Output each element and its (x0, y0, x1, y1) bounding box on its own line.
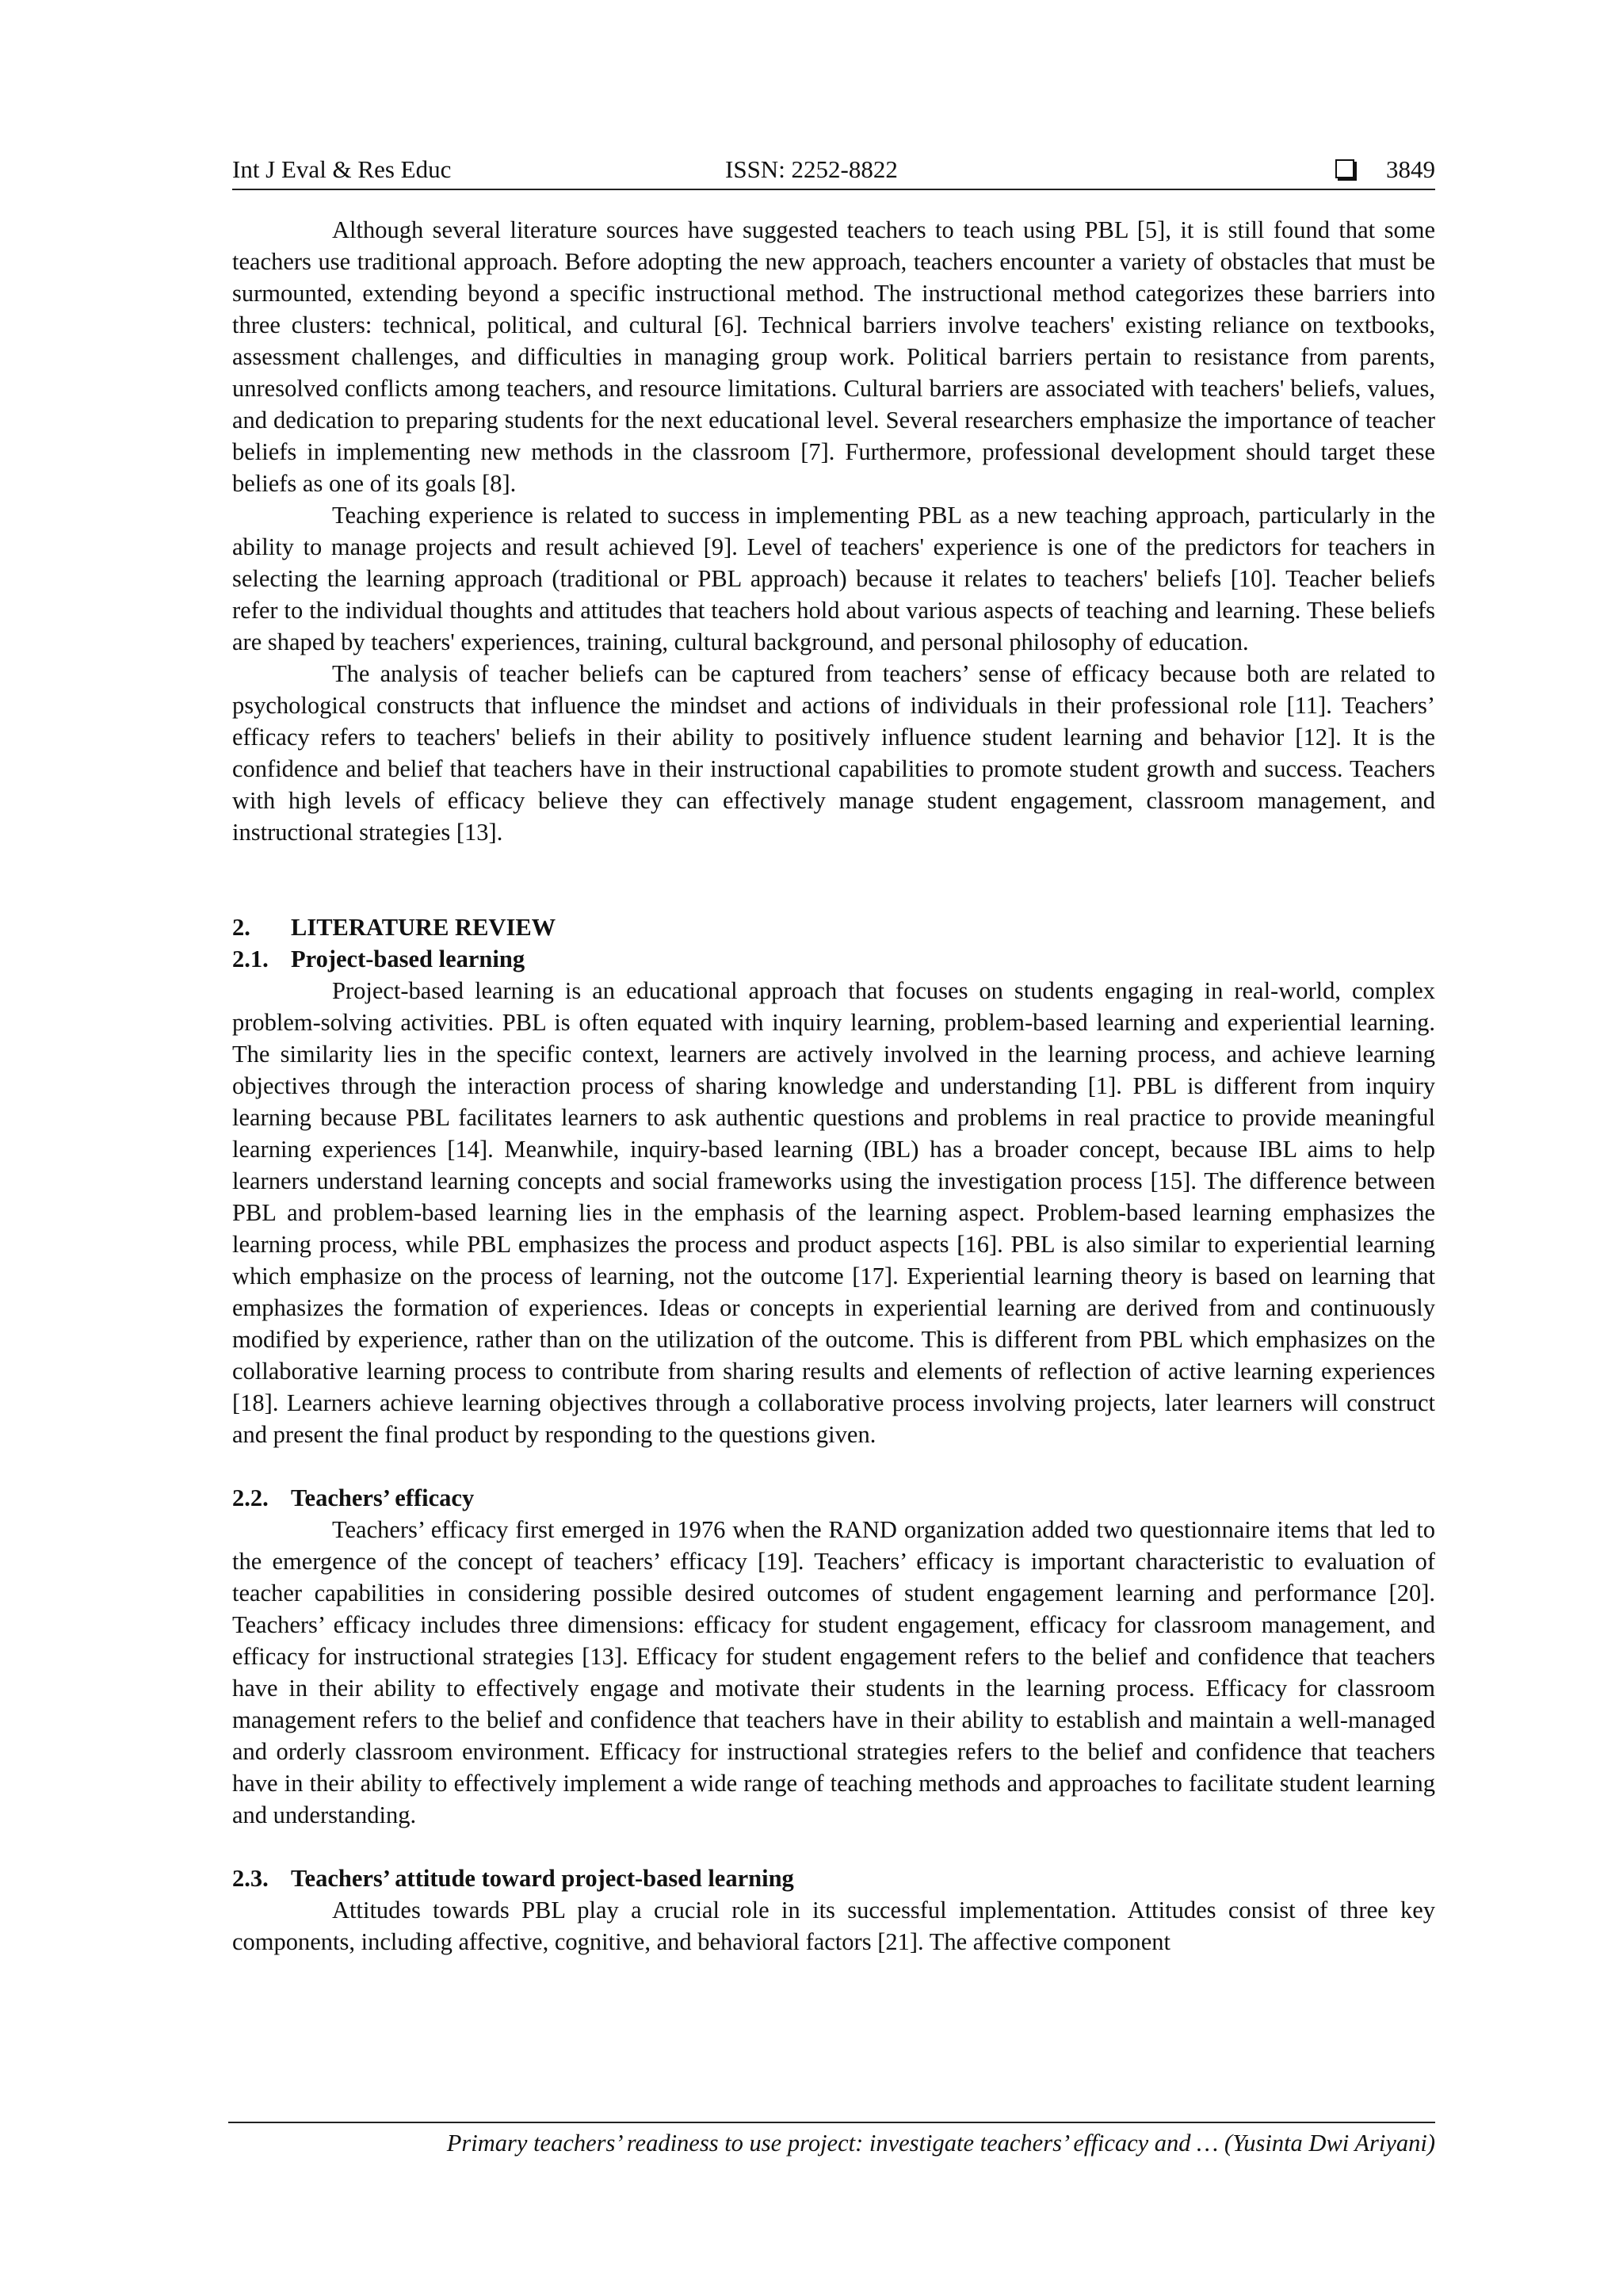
issn: ISSN: 2252-8822 (725, 155, 898, 183)
subsection-heading-pbl (232, 943, 1435, 975)
attitude-paragraph: Attitudes towards PBL play a crucial role in its successful implementation. Attitudes consist of three key components, including affective, cognitive, and behavioral factors [21]. The affective component (232, 1897, 1435, 1955)
efficacy-paragraph: Teachers’ efficacy first emerged in 1976 when the RAND organization added two questionnaire items that led to the emergence of the concept of teachers’ efficacy [19]. Teachers’ efficacy is important characteristic to evaluation of teacher capabilities in considering possible desired outcomes of student engagement learning and performance [20]. Teachers’ efficacy includes three dimensions: efficacy for student engagement, efficacy for classroom management, and efficacy for instructional strategies [13]. Efficacy for student engagement refers to the belief and confidence that teachers have in their ability to effectively engage and motivate their students in the learning process. Efficacy for classroom management refers to the belief and confidence that teachers have in their ability to establish and maintain a well-managed and orderly classroom environment. Efficacy for instructional strategies refers to the belief and confidence that teachers have in their ability to effectively implement a wide range of teaching methods and approaches to facilitate student learning and understanding. (232, 1516, 1435, 1828)
subsection-number: 2.3. (232, 1865, 269, 1892)
subsection-number: 2.1. (232, 946, 269, 972)
page-number-group (1335, 151, 1435, 189)
intro-paragraph-3: The analysis of teacher beliefs can be captured from teachers’ sense of efficacy because both are related to psychological constructs that influence the mindset and actions of individuals in their professional role [11]. Teachers’ efficacy refers to teachers' beliefs in their ability to positively influence student learning and behavior [12]. It is the confidence and belief that teachers have in their instructional capabilities to promote student growth and success. Teachers with high levels of efficacy believe they can effectively manage student engagement, classroom management, and instructional strategies [13]. (232, 660, 1435, 846)
journal-name: Int J Eval & Res Educ (232, 155, 452, 183)
page-number: 3849 (1386, 155, 1435, 183)
square-box-icon (1335, 159, 1354, 178)
running-header (232, 151, 1435, 190)
subsection-title: Teachers’ efficacy (291, 1484, 475, 1511)
body-text (232, 190, 1435, 1958)
footer-running-title: Primary teachers’ readiness to use project: investigate teachers’ efficacy and … (Yusinta Dwi Ariyani) (446, 2130, 1435, 2157)
subsection-number: 2.2. (232, 1484, 269, 1511)
subsection-title: Teachers’ attitude toward project-based learning (291, 1865, 794, 1892)
intro-paragraph-2: Teaching experience is related to success in implementing PBL as a new teaching approach, particularly in the ability to manage projects and result achieved [9]. Level of teachers' experience is one of the predictors for teachers in selecting the learning approach (traditional or PBL approach) because it relates to teachers' beliefs [10]. Teacher beliefs refer to the individual thoughts and attitudes that teachers hold about various aspects of teaching and learning. These beliefs are shaped by teachers' experiences, training, cultural background, and personal philosophy of education. (232, 502, 1435, 655)
section-heading-literature-review (232, 911, 1435, 943)
running-footer (228, 2122, 1435, 2161)
section-number: 2. (232, 914, 250, 941)
section-title: LITERATURE REVIEW (291, 914, 556, 941)
intro-paragraph-1: Although several literature sources have suggested teachers to teach using PBL [5], it is still found that some teachers use traditional approach. Before adopting the new approach, teachers encounter a variety of obstacles that must be surmounted, extending beyond a specific instructional method. The instructional method categorizes these barriers into three clusters: technical, political, and cultural [6]. Technical barriers involve teachers' existing reliance on textbooks, assessment challenges, and difficulties in managing group work. Political barriers pertain to resistance from parents, unresolved conflicts among teachers, and resource limitations. Cultural barriers are associated with teachers' beliefs, values, and dedication to preparing students for the next educational level. Several researchers emphasize the importance of teacher beliefs in implementing new methods in the classroom [7]. Furthermore, professional development should target these beliefs as one of its goals [8]. (232, 216, 1435, 497)
subsection-heading-attitude (232, 1862, 1435, 1894)
page-content (232, 151, 1435, 1958)
pbl-paragraph: Project-based learning is an educational approach that focuses on students engaging in real-world, complex problem-solving activities. PBL is often equated with inquiry learning, problem-based learning and experiential learning. The similarity lies in the specific context, learners are actively involved in the learning process, and achieve learning objectives through the interaction process of sharing knowledge and understanding [1]. PBL is different from inquiry learning because PBL facilitates learners to ask authentic questions and problems in real practice to provide meaningful learning experiences [14]. Meanwhile, inquiry-based learning (IBL) has a broader concept, because IBL aims to help learners understand learning concepts and social frameworks using the investigation process [15]. The difference between PBL and problem-based learning lies in the emphasis of the learning aspect. Problem-based learning emphasizes the learning process, while PBL emphasizes the process and product aspects [16]. PBL is also similar to experiential learning which emphasize on the process of learning, not the outcome [17]. Experiential learning theory is based on learning that emphasizes the formation of experiences. Ideas or concepts in experiential learning are derived from and continuously modified by experience, rather than on the utilization of the outcome. This is different from PBL which emphasizes on the collaborative learning process to contribute from sharing results and elements of reflection of active learning experiences [18]. Learners achieve learning objectives through a collaborative process involving projects, later learners will construct and present the final product by responding to the questions given. (232, 977, 1435, 1448)
subsection-title: Project-based learning (291, 946, 525, 972)
subsection-heading-efficacy (232, 1482, 1435, 1514)
